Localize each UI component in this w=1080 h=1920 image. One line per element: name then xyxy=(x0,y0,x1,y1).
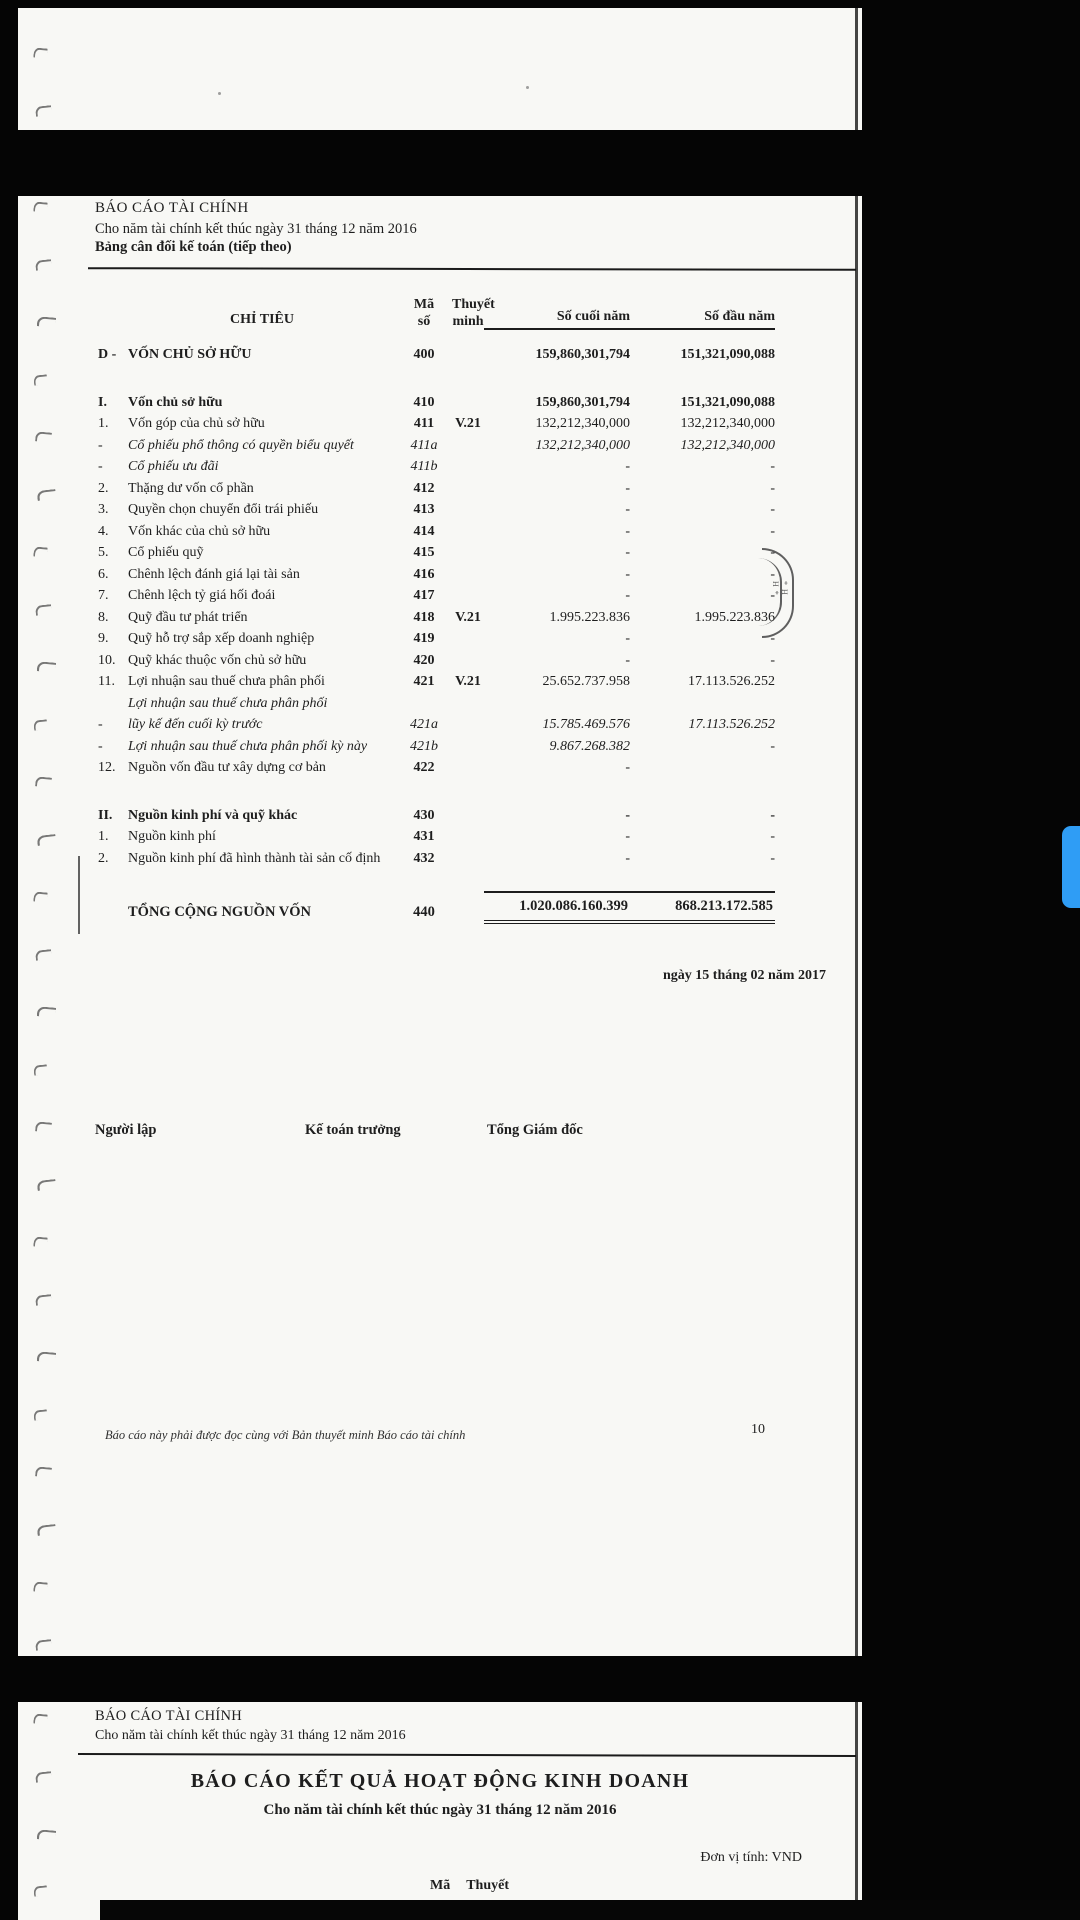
row-label: Nguồn kinh phí xyxy=(128,829,216,844)
row-number: D - xyxy=(98,347,117,362)
row-value-end: 159,860,301,794 xyxy=(535,394,630,410)
row-number: 5. xyxy=(98,545,109,560)
row-number: - xyxy=(98,717,103,732)
table-row xyxy=(96,736,775,758)
row-value-end: 25.652.737.958 xyxy=(542,674,630,689)
scan-dot-artifact xyxy=(218,92,221,95)
row-value-begin: - xyxy=(770,829,775,844)
row-value-begin: 868.213.172.585 xyxy=(630,891,775,924)
currency-unit-label: Đơn vị tính: VND xyxy=(700,1850,802,1865)
row-number: 4. xyxy=(98,523,109,539)
row-code: 418 xyxy=(413,609,435,625)
row-value-begin: - xyxy=(770,850,775,866)
row-code: 411b xyxy=(410,459,438,474)
row-number: 9. xyxy=(98,631,109,646)
row-number: I. xyxy=(98,394,107,410)
row-value-begin: 151,321,090,088 xyxy=(680,347,775,362)
table-row xyxy=(96,628,775,650)
binder-hole-mark xyxy=(37,661,57,673)
row-value-begin: - xyxy=(770,652,775,668)
binder-hole-mark xyxy=(37,1829,57,1841)
row-label: VỐN CHỦ SỞ HỮU xyxy=(128,347,252,362)
auditor-stamp-artifact xyxy=(762,548,794,638)
row-note: V.21 xyxy=(455,609,481,625)
row-number: 8. xyxy=(98,609,109,625)
header-divider xyxy=(88,267,856,271)
binder-hole-mark xyxy=(35,1466,52,1477)
binder-hole-mark xyxy=(35,949,52,961)
binder-hole-mark xyxy=(33,201,47,212)
report-header-title: BÁO CÁO TÀI CHÍNH xyxy=(95,200,249,216)
row-label: Vốn góp của chủ sở hữu xyxy=(128,416,265,431)
row-label: Quỹ đầu tư phát triển xyxy=(128,609,248,625)
income-statement-title: BÁO CÁO KẾT QUẢ HOẠT ĐỘNG KINH DOANH xyxy=(190,1770,690,1792)
table-row xyxy=(96,521,775,543)
page-number: 10 xyxy=(751,1422,765,1437)
row-note: V.21 xyxy=(455,674,481,689)
row-value-end: 9.867.268.382 xyxy=(549,738,630,754)
row-code: 421 xyxy=(413,674,435,689)
row-value-end: - xyxy=(625,523,630,539)
balance-sheet-rows xyxy=(96,344,775,924)
table-row xyxy=(96,650,775,672)
document-header xyxy=(95,1708,406,1744)
binder-hole-mark xyxy=(37,1351,57,1363)
row-number: 2. xyxy=(98,480,109,496)
row-code: 400 xyxy=(413,347,435,362)
row-label: Lợi nhuận sau thuế chưa phân phối lũy kế đến cuối kỳ trước xyxy=(128,695,328,732)
row-label: Lợi nhuận sau thuế chưa phân phối xyxy=(128,674,325,689)
row-number: 1. xyxy=(98,829,109,844)
row-value-end: - xyxy=(625,502,630,517)
row-number: 12. xyxy=(98,760,116,775)
row-label: Quỹ khác thuộc vốn chủ sở hữu xyxy=(128,652,307,668)
row-value-end: - xyxy=(625,459,630,474)
binder-hole-mark xyxy=(33,47,47,58)
row-code: 412 xyxy=(413,480,435,496)
row-code: 415 xyxy=(413,545,435,560)
binder-hole-mark xyxy=(35,1294,52,1306)
binder-hole-mark xyxy=(37,316,57,328)
row-value-end: - xyxy=(625,545,630,560)
binder-hole-mark xyxy=(33,1713,47,1724)
table-row xyxy=(96,757,775,779)
table-row xyxy=(96,891,775,924)
row-code: 430 xyxy=(413,807,435,823)
row-label: Nguồn kinh phí và quỹ khác xyxy=(128,807,298,823)
row-label: Chênh lệch tỷ giá hối đoái xyxy=(128,588,276,603)
row-number: 10. xyxy=(98,652,116,668)
table-row xyxy=(96,826,775,848)
table-row xyxy=(96,607,775,629)
binder-hole-mark xyxy=(33,374,48,385)
table-row xyxy=(96,585,775,607)
table-row xyxy=(96,478,775,500)
col-header-chi-tieu: CHỈ TIÊU xyxy=(230,312,294,327)
binder-hole-mark xyxy=(37,1524,57,1536)
row-label: Thặng dư vốn cổ phần xyxy=(128,480,254,496)
row-code: 432 xyxy=(413,850,435,866)
row-code: 431 xyxy=(413,829,435,844)
document-header xyxy=(95,200,417,256)
row-value-begin: - xyxy=(770,502,775,517)
row-value-end: - xyxy=(625,807,630,823)
row-number: 6. xyxy=(98,566,109,582)
table-header-row xyxy=(96,296,775,330)
partial-col-thuyet: Thuyết xyxy=(466,1878,510,1893)
col-header-so-dau-nam: Số đầu năm xyxy=(630,309,775,330)
row-number: - xyxy=(98,459,103,474)
row-value-begin: - xyxy=(770,480,775,496)
row-code: 421b xyxy=(410,738,438,754)
balance-sheet-table xyxy=(96,296,775,924)
partial-table-header xyxy=(430,1878,509,1894)
row-code: 422 xyxy=(413,760,435,775)
scan-line-artifact xyxy=(78,856,80,934)
row-number: 7. xyxy=(98,588,109,603)
row-value-begin: - xyxy=(770,588,775,603)
header-divider xyxy=(78,1753,856,1757)
table-row xyxy=(96,344,775,366)
binder-hole-mark xyxy=(35,1121,52,1132)
row-number: 2. xyxy=(98,850,109,866)
table-row xyxy=(96,499,775,521)
row-value-begin: - xyxy=(770,545,775,560)
row-value-begin: - xyxy=(770,459,775,474)
binder-hole-mark xyxy=(33,546,47,557)
row-label: Vốn khác của chủ sở hữu xyxy=(128,523,271,539)
row-value-end: - xyxy=(625,588,630,603)
col-header-thuyet-minh: Thuyết minh xyxy=(452,297,495,329)
binder-hole-mark xyxy=(37,489,57,501)
row-value-begin: - xyxy=(770,566,775,582)
report-date: ngày 15 tháng 02 năm 2017 xyxy=(663,968,826,983)
scrollbar-thumb[interactable] xyxy=(1062,826,1080,908)
row-value-end: 159,860,301,794 xyxy=(535,347,630,362)
row-code: 410 xyxy=(413,394,435,410)
row-number: 1. xyxy=(98,416,109,431)
row-value-begin: 151,321,090,088 xyxy=(680,394,775,410)
row-value-begin: 1.995.223.836 xyxy=(694,609,775,625)
report-footnote: Báo cáo này phải được đọc cùng với Bản thuyết minh Báo cáo tài chính xyxy=(105,1428,466,1442)
binder-hole-mark xyxy=(33,1064,48,1075)
binder-hole-mark xyxy=(37,1006,57,1018)
row-value-end: - xyxy=(625,631,630,646)
table-row xyxy=(96,564,775,586)
row-value-end: - xyxy=(625,566,630,582)
row-code: 411a xyxy=(410,437,438,453)
binder-hole-mark xyxy=(37,1179,57,1191)
row-label: Quyền chọn chuyển đổi trái phiếu xyxy=(128,502,319,517)
row-number: - xyxy=(98,437,103,453)
binder-hole-mark xyxy=(33,1409,48,1420)
row-label: Chênh lệch đánh giá lại tài sản xyxy=(128,566,300,582)
table-row xyxy=(96,805,775,827)
binder-hole-mark xyxy=(35,604,52,616)
row-value-end: 1.995.223.836 xyxy=(549,609,630,625)
row-label: TỔNG CỘNG NGUỒN VỐN xyxy=(128,904,312,920)
row-value-begin: 132,212,340,000 xyxy=(680,437,775,453)
scan-dot-artifact xyxy=(526,86,529,89)
binder-hole-mark xyxy=(33,1236,47,1247)
row-label: Nguồn kinh phí đã hình thành tài sản cố định xyxy=(128,850,381,866)
row-value-begin: - xyxy=(770,523,775,539)
binder-hole-mark xyxy=(33,1885,48,1896)
table-row xyxy=(96,392,775,414)
row-label: Nguồn vốn đầu tư xây dựng cơ bản xyxy=(128,760,326,775)
row-number: 11. xyxy=(98,674,115,689)
row-number: - xyxy=(98,738,103,754)
binder-hole-mark xyxy=(37,834,57,846)
row-label: Cổ phiếu ưu đãi xyxy=(128,459,219,474)
row-value-begin: 17.113.526.252 xyxy=(688,717,775,732)
binder-hole-mark xyxy=(33,1581,47,1592)
row-value-end: 132,212,340,000 xyxy=(535,416,630,431)
scan-black-band xyxy=(100,1900,1080,1920)
row-value-end: - xyxy=(625,760,630,775)
income-statement-page-top xyxy=(18,1702,862,1920)
income-statement-subtitle: Cho năm tài chính kết thúc ngày 31 tháng 12 năm 2016 xyxy=(263,1802,617,1818)
table-row xyxy=(96,456,775,478)
binder-hole-mark xyxy=(35,1639,52,1651)
row-label: Lợi nhuận sau thuế chưa phân phối kỳ này xyxy=(128,738,368,754)
col-header-so-cuoi-nam: Số cuối năm xyxy=(484,309,630,330)
row-value-begin: - xyxy=(770,738,775,754)
table-row xyxy=(96,435,775,457)
row-label: Cổ phiếu quỹ xyxy=(128,545,204,560)
binder-hole-mark xyxy=(35,1771,52,1783)
signature-chief-accountant: Kế toán trưởng xyxy=(305,1122,401,1138)
previous-page-bottom xyxy=(18,8,862,130)
binder-hole-mark xyxy=(35,776,52,787)
table-row xyxy=(96,693,775,736)
binder-hole-mark xyxy=(35,431,52,442)
binder-hole-mark xyxy=(35,105,52,117)
row-note: V.21 xyxy=(455,416,481,431)
row-value-end: 132,212,340,000 xyxy=(535,437,630,453)
row-value-end: 15.785.469.576 xyxy=(542,717,630,732)
row-label: Quỹ hỗ trợ sắp xếp doanh nghiệp xyxy=(128,631,315,646)
table-row xyxy=(96,671,775,693)
row-value-end: - xyxy=(625,829,630,844)
row-value-end: - xyxy=(625,652,630,668)
row-number: II. xyxy=(98,807,113,823)
row-code: 421a xyxy=(410,717,438,732)
signature-preparer: Người lập xyxy=(95,1122,157,1138)
report-section-title: Bảng cân đối kế toán (tiếp theo) xyxy=(95,239,292,255)
signature-general-director: Tổng Giám đốc xyxy=(487,1122,583,1138)
row-code: 411 xyxy=(413,416,435,431)
row-value-end: - xyxy=(625,850,630,866)
report-header-period: Cho năm tài chính kết thúc ngày 31 tháng 12 năm 2016 xyxy=(95,1728,406,1743)
row-number: 3. xyxy=(98,502,109,517)
report-header-title: BÁO CÁO TÀI CHÍNH xyxy=(95,1708,243,1724)
row-code: 414 xyxy=(413,523,435,539)
binder-hole-mark xyxy=(33,891,47,902)
table-row xyxy=(96,848,775,870)
row-label: Vốn chủ sở hữu xyxy=(128,394,223,410)
report-header-period: Cho năm tài chính kết thúc ngày 31 tháng 12 năm 2016 xyxy=(95,221,417,237)
balance-sheet-page xyxy=(18,196,862,1656)
row-value-begin: - xyxy=(770,631,775,646)
row-code: 417 xyxy=(413,588,435,603)
col-header-ma-so: Mã số xyxy=(413,297,435,329)
partial-col-ma: Mã xyxy=(430,1878,451,1893)
row-code: 440 xyxy=(413,904,435,920)
row-value-begin: - xyxy=(770,807,775,823)
row-label: Cổ phiếu phổ thông có quyền biểu quyết xyxy=(128,437,354,453)
table-row xyxy=(96,542,775,564)
row-value-begin: 17.113.526.252 xyxy=(688,674,775,689)
binder-hole-mark xyxy=(33,719,48,730)
row-value-end: - xyxy=(625,480,630,496)
binder-hole-mark xyxy=(35,259,52,271)
row-value-begin: 132,212,340,000 xyxy=(680,416,775,431)
row-code: 419 xyxy=(413,631,435,646)
row-code: 416 xyxy=(413,566,435,582)
table-row xyxy=(96,413,775,435)
row-value-end: 1.020.086.160.399 xyxy=(484,891,630,924)
row-code: 420 xyxy=(413,652,435,668)
row-code: 413 xyxy=(413,502,435,517)
